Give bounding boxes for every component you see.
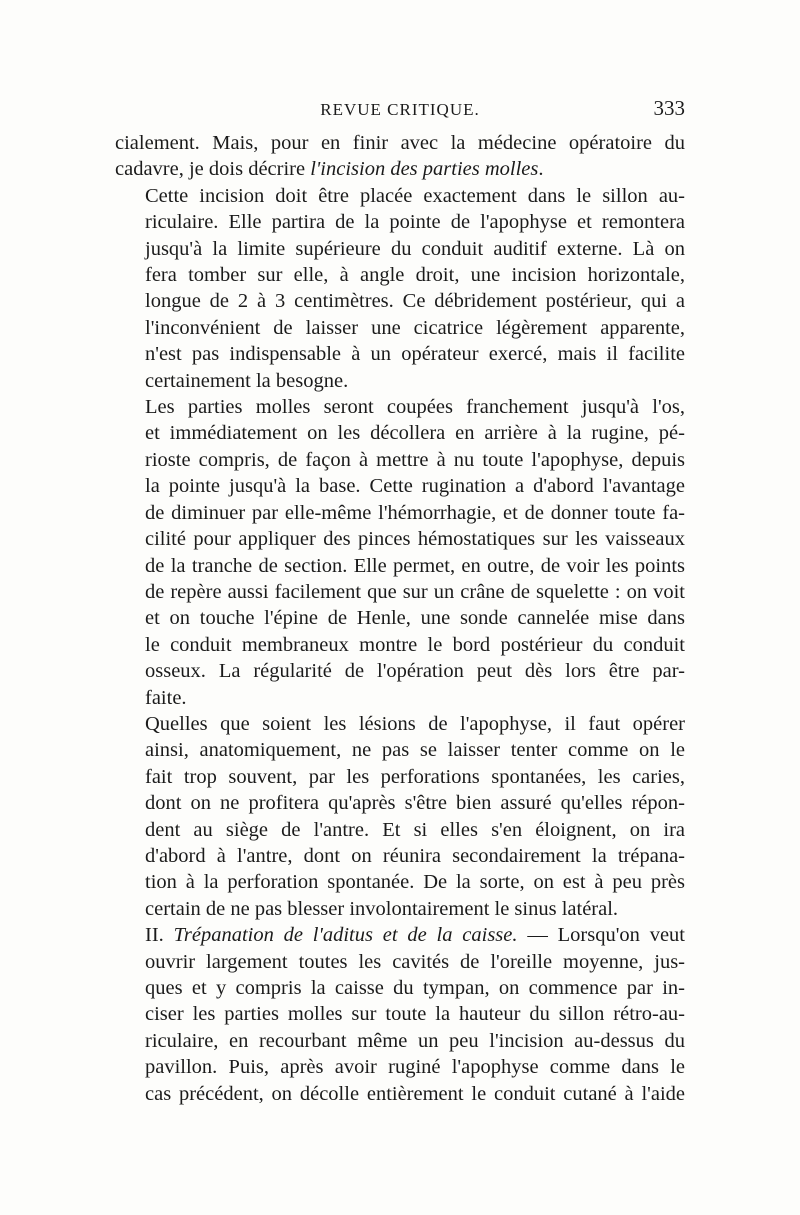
text-line: la pointe jusqu'à la base. Cette rugination a d'abord l'avantage — [145, 475, 685, 498]
text-line: tion à la perforation spontanée. De la sorte, on est à peu près — [145, 871, 685, 894]
running-head — [115, 96, 685, 130]
paragraph-5 — [115, 922, 685, 1107]
text-line: cas précédent, on décolle entièrement le conduit cutané à l'aide — [145, 1082, 685, 1105]
text-line — [115, 156, 685, 182]
text-line: l'inconvénient de laisser une cicatrice légèrement apparente, — [145, 316, 685, 339]
text-line: ainsi, anatomiquement, ne pas se laisser tenter comme on le — [145, 739, 685, 762]
text-line: dont on ne profitera qu'après s'être bien assuré qu'elles répon- — [145, 792, 685, 815]
text-line: et immédiatement on les décollera en arrière à la rugine, pé- — [145, 422, 685, 445]
text-line: certain de ne pas blesser involontairement le sinus latéral. — [145, 897, 619, 920]
text-line: Les parties molles seront coupées franchement jusqu'à l'os, — [145, 396, 685, 419]
paragraph-3 — [115, 394, 685, 711]
text-line: cialement. Mais, pour en finir avec la médecine opératoire du — [115, 132, 685, 154]
text-line: Cette incision doit être placée exactement dans le sillon au- — [145, 184, 685, 207]
text-line: osseux. La régularité de l'opération peut dès lors être par- — [145, 660, 685, 683]
text-segment: . — [538, 158, 544, 181]
text-line: fait trop souvent, par les perforations spontanées, les caries, — [145, 765, 685, 788]
text-line: riculaire. Elle partira de la pointe de l'apophyse et remontera — [145, 211, 685, 234]
text-line: cilité pour appliquer des pinces hémostatiques sur les vaisseaux — [145, 528, 685, 551]
section-heading: Trépanation de l'aditus et de la caisse. — [173, 924, 518, 947]
text-line: faite. — [145, 686, 187, 709]
text-line: rioste compris, de façon à mettre à nu toute l'apophyse, depuis — [145, 448, 685, 471]
page-number: 333 — [653, 96, 685, 120]
text-line: ques et y compris la caisse du tympan, on commence par in- — [145, 977, 685, 999]
text-line — [115, 922, 685, 948]
text-line: de repère aussi facilement que sur un crâne de squelette : on voit — [145, 580, 685, 603]
text-segment: — Lorsqu'on veut — [517, 924, 685, 947]
text-line: pavillon. Puis, après avoir ruginé l'apophyse comme dans le — [145, 1056, 685, 1079]
paragraph-2 — [115, 183, 685, 394]
paragraph-4 — [115, 711, 685, 922]
text-line: et on touche l'épine de Henle, une sonde cannelée mise dans — [145, 607, 685, 630]
text-line: jusqu'à la limite supérieure du conduit auditif externe. Là on — [145, 237, 685, 260]
text-line: n'est pas indispensable à un opérateur exercé, mais il facilite — [145, 343, 685, 366]
running-title: REVUE CRITIQUE. — [320, 100, 480, 119]
text-line: ciser les parties molles sur toute la hauteur du sillon rétro-au- — [145, 1003, 685, 1026]
text-line: de diminuer par elle-même l'hémorrhagie, et de donner toute fa- — [145, 501, 685, 524]
text-line: d'abord à l'antre, dont on réunira secondairement la trépana- — [145, 844, 685, 867]
italic-term: l'incision des parties molles — [310, 158, 539, 181]
paragraph-1 — [115, 130, 685, 183]
text-line: dent au siège de l'antre. Et si elles s'en éloignent, on ira — [145, 818, 685, 841]
text-line: Quelles que soient les lésions de l'apophyse, il faut opérer — [145, 712, 685, 735]
section-number: II. — [145, 924, 174, 947]
text-line: riculaire, en recourbant même un peu l'incision au-dessus du — [145, 1029, 685, 1052]
text-line: de la tranche de section. Elle permet, en outre, de voir les points — [145, 554, 685, 577]
text-line: longue de 2 à 3 centimètres. Ce débridement postérieur, qui a — [145, 290, 685, 313]
text-segment: cadavre, je dois décrire — [115, 158, 311, 181]
text-line: le conduit membraneux montre le bord postérieur du conduit — [145, 633, 685, 656]
text-line: fera tomber sur elle, à angle droit, une incision horizontale, — [145, 264, 685, 287]
text-line: ouvrir largement toutes les cavités de l'oreille moyenne, jus- — [145, 950, 685, 973]
text-line: certainement la besogne. — [145, 369, 349, 392]
body-text — [115, 130, 685, 1107]
